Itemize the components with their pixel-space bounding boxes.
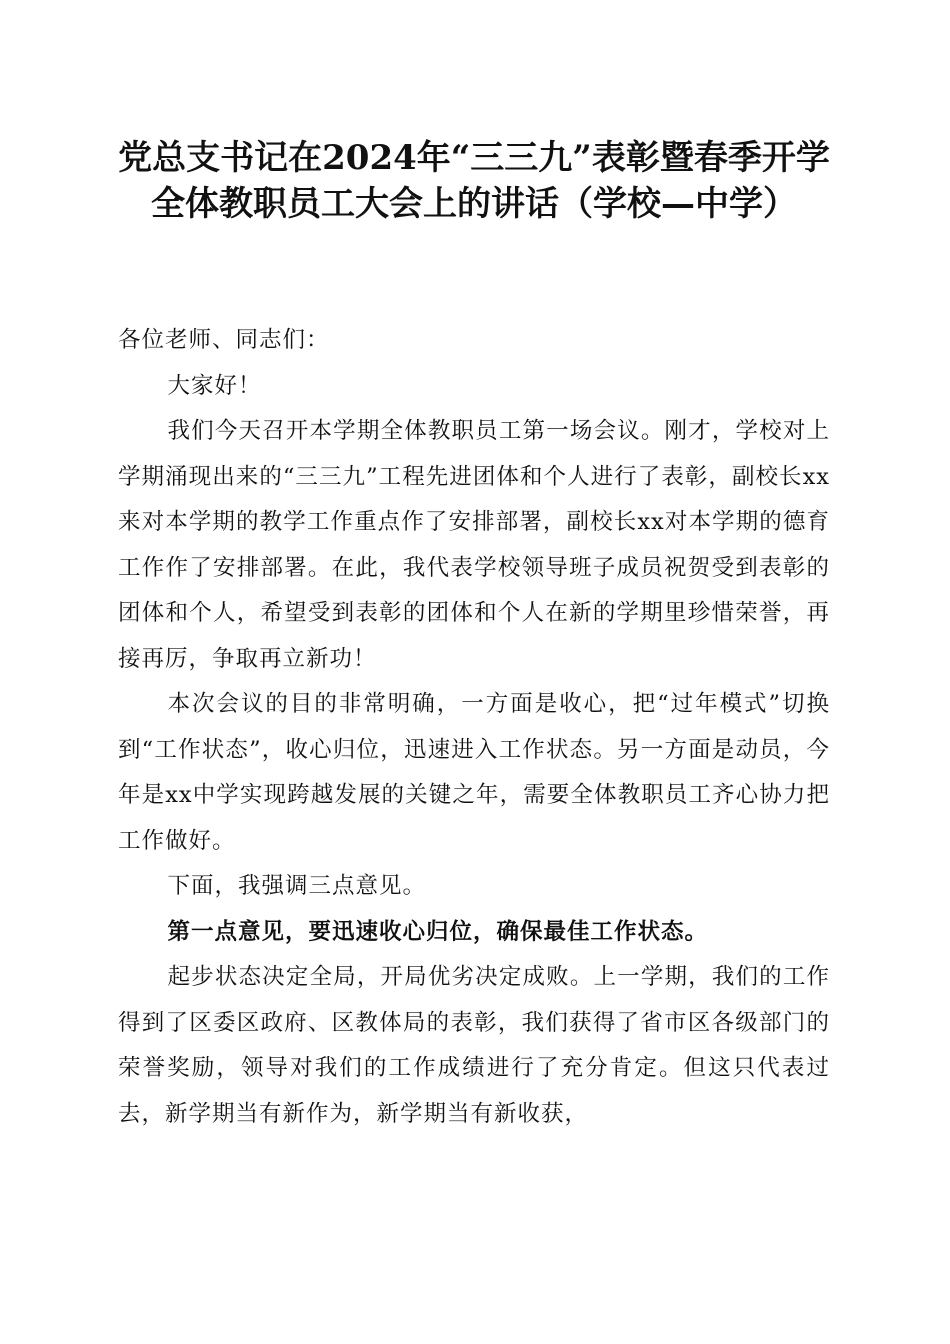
body-paragraph: 起步状态决定全局，开局优劣决定成败。上一学期，我们的工作得到了区委区政府、区教体局的表彰，我们获得了省市区各级部门的荣誉奖励，领导对我们的工作成绩进行了充分肯定。但这只代表过去，新学期当有新作为，新学期当有新收获， [118,964,830,1127]
salutation: 各位老师、同志们： [118,327,330,353]
greeting-paragraph: 大家好！ [167,372,262,399]
document-body [118,318,830,1137]
document-title: 党总支书记在2024年“三三九”表彰暨春季开学全体教职员工大会上的讲话（学校—中学） [118,138,830,224]
body-paragraph: 我们今天召开本学期全体教职员工第一场会议。刚才，学校对上学期涌现出来的“三三九”工程先进团体和个人进行了表彰，副校长xx来对本学期的教学工作重点作了安排部署，副校长xx对本学期的德育工作作了安排部署。在此，我代表学校领导班子成员祝贺受到表彰的团体和个人，希望受到表彰的团体和个人在新的学期里珍惜荣誉，再接再厉，争取再立新功！ [118,418,830,672]
body-paragraph: 本次会议的目的非常明确，一方面是收心，把“过年模式”切换到“工作状态”，收心归位，迅速进入工作状态。另一方面是动员，今年是xx中学实现跨越发展的关键之年，需要全体教职员工齐心协力把工作做好。 [118,691,830,854]
body-paragraph: 下面，我强调三点意见。 [167,873,427,899]
section-heading: 第一点意见，要迅速收心归位，确保最佳工作状态。 [167,918,709,945]
